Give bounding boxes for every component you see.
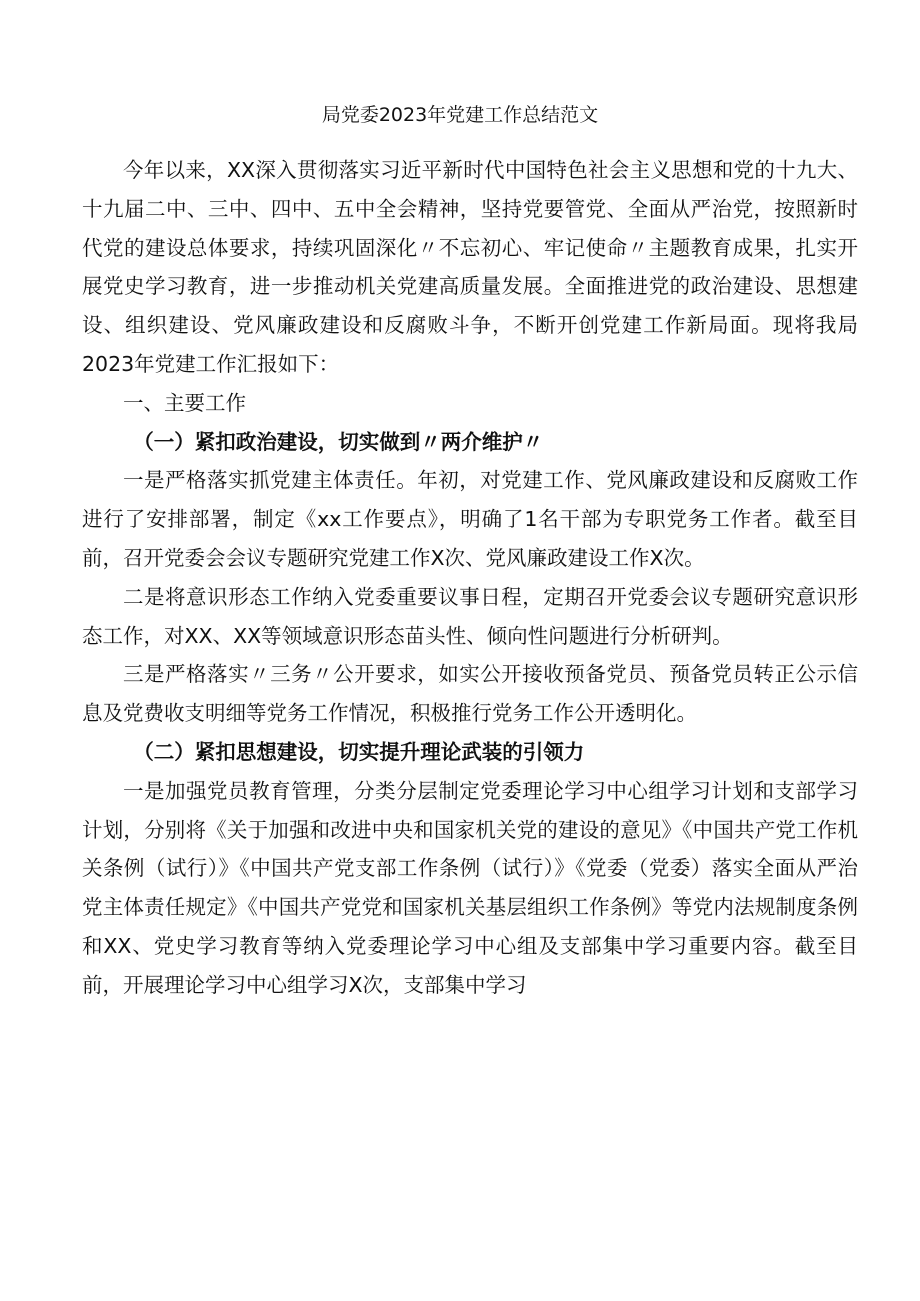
paragraph-ideological-1: 一是加强党员教育管理，分类分层制定党委理论学习中心组学习计划和支部学习计划，分别将《关于加强和改进中央和国家机关党的建设的意见》《中国共产党工作机关条例（试行）》《中国共产党支部工作条例（试行）》《党委（党委）落实全面从严治党主体责任规定》《中国共产党党和国家机关基层组织工作条例》等党内法规制度条例和XX、党史学习教育等纳入党委理论学习中心组及支部集中学习重要内容。截至目前，开展理论学习中心组学习X次，支部集中学习	[82, 778, 858, 997]
subsection-heading-political: （一）紧扣政治建设，切实做到〃两介维护〃	[133, 429, 544, 454]
section-heading-main-work: 一、主要工作	[123, 390, 246, 415]
paragraph-political-2: 二是将意识形态工作纳入党委重要议事日程，定期召开党委会议专题研究意识形态工作，对XX、XX等领域意识形态苗头性、倾向性问题进行分析研判。	[82, 584, 858, 648]
subsection-heading-ideological: （二）紧扣思想建设，切实提升理论武装的引领力	[133, 739, 585, 764]
document-body	[82, 151, 858, 1005]
intro-paragraph: 今年以来，XX深入贯彻落实习近平新时代中国特色社会主义思想和党的十九大、十九届二中、三中、四中、五中全会精神，坚持党要管党、全面从严治党，按照新时代党的建设总体要求，持续巩固深化〃不忘初心、牢记使命〃主题教育成果，扎实开展党史学习教育，进一步推动机关党建高质量发展。全面推进党的政治建设、思想建设、组织建设、党风廉政建设和反腐败斗争，不断开创党建工作新局面。现将我局2023年党建工作汇报如下：	[82, 158, 858, 376]
paragraph-political-3: 三是严格落实〃三务〃公开要求，如实公开接收预备党员、预备党员转正公示信息及党费收支明细等党务工作情况，积极推行党务工作公开透明化。	[82, 662, 858, 726]
paragraph-political-1: 一是严格落实抓党建主体责任。年初，对党建工作、党风廉政建设和反腐败工作进行了安排部署，制定《xx工作要点》，明确了1名干部为专职党务工作者。截至目前，召开党委会会议专题研究党建工作X次、党风廉政建设工作X次。	[82, 468, 858, 570]
document-title: 局党委2023年党建工作总结范文	[321, 104, 599, 126]
